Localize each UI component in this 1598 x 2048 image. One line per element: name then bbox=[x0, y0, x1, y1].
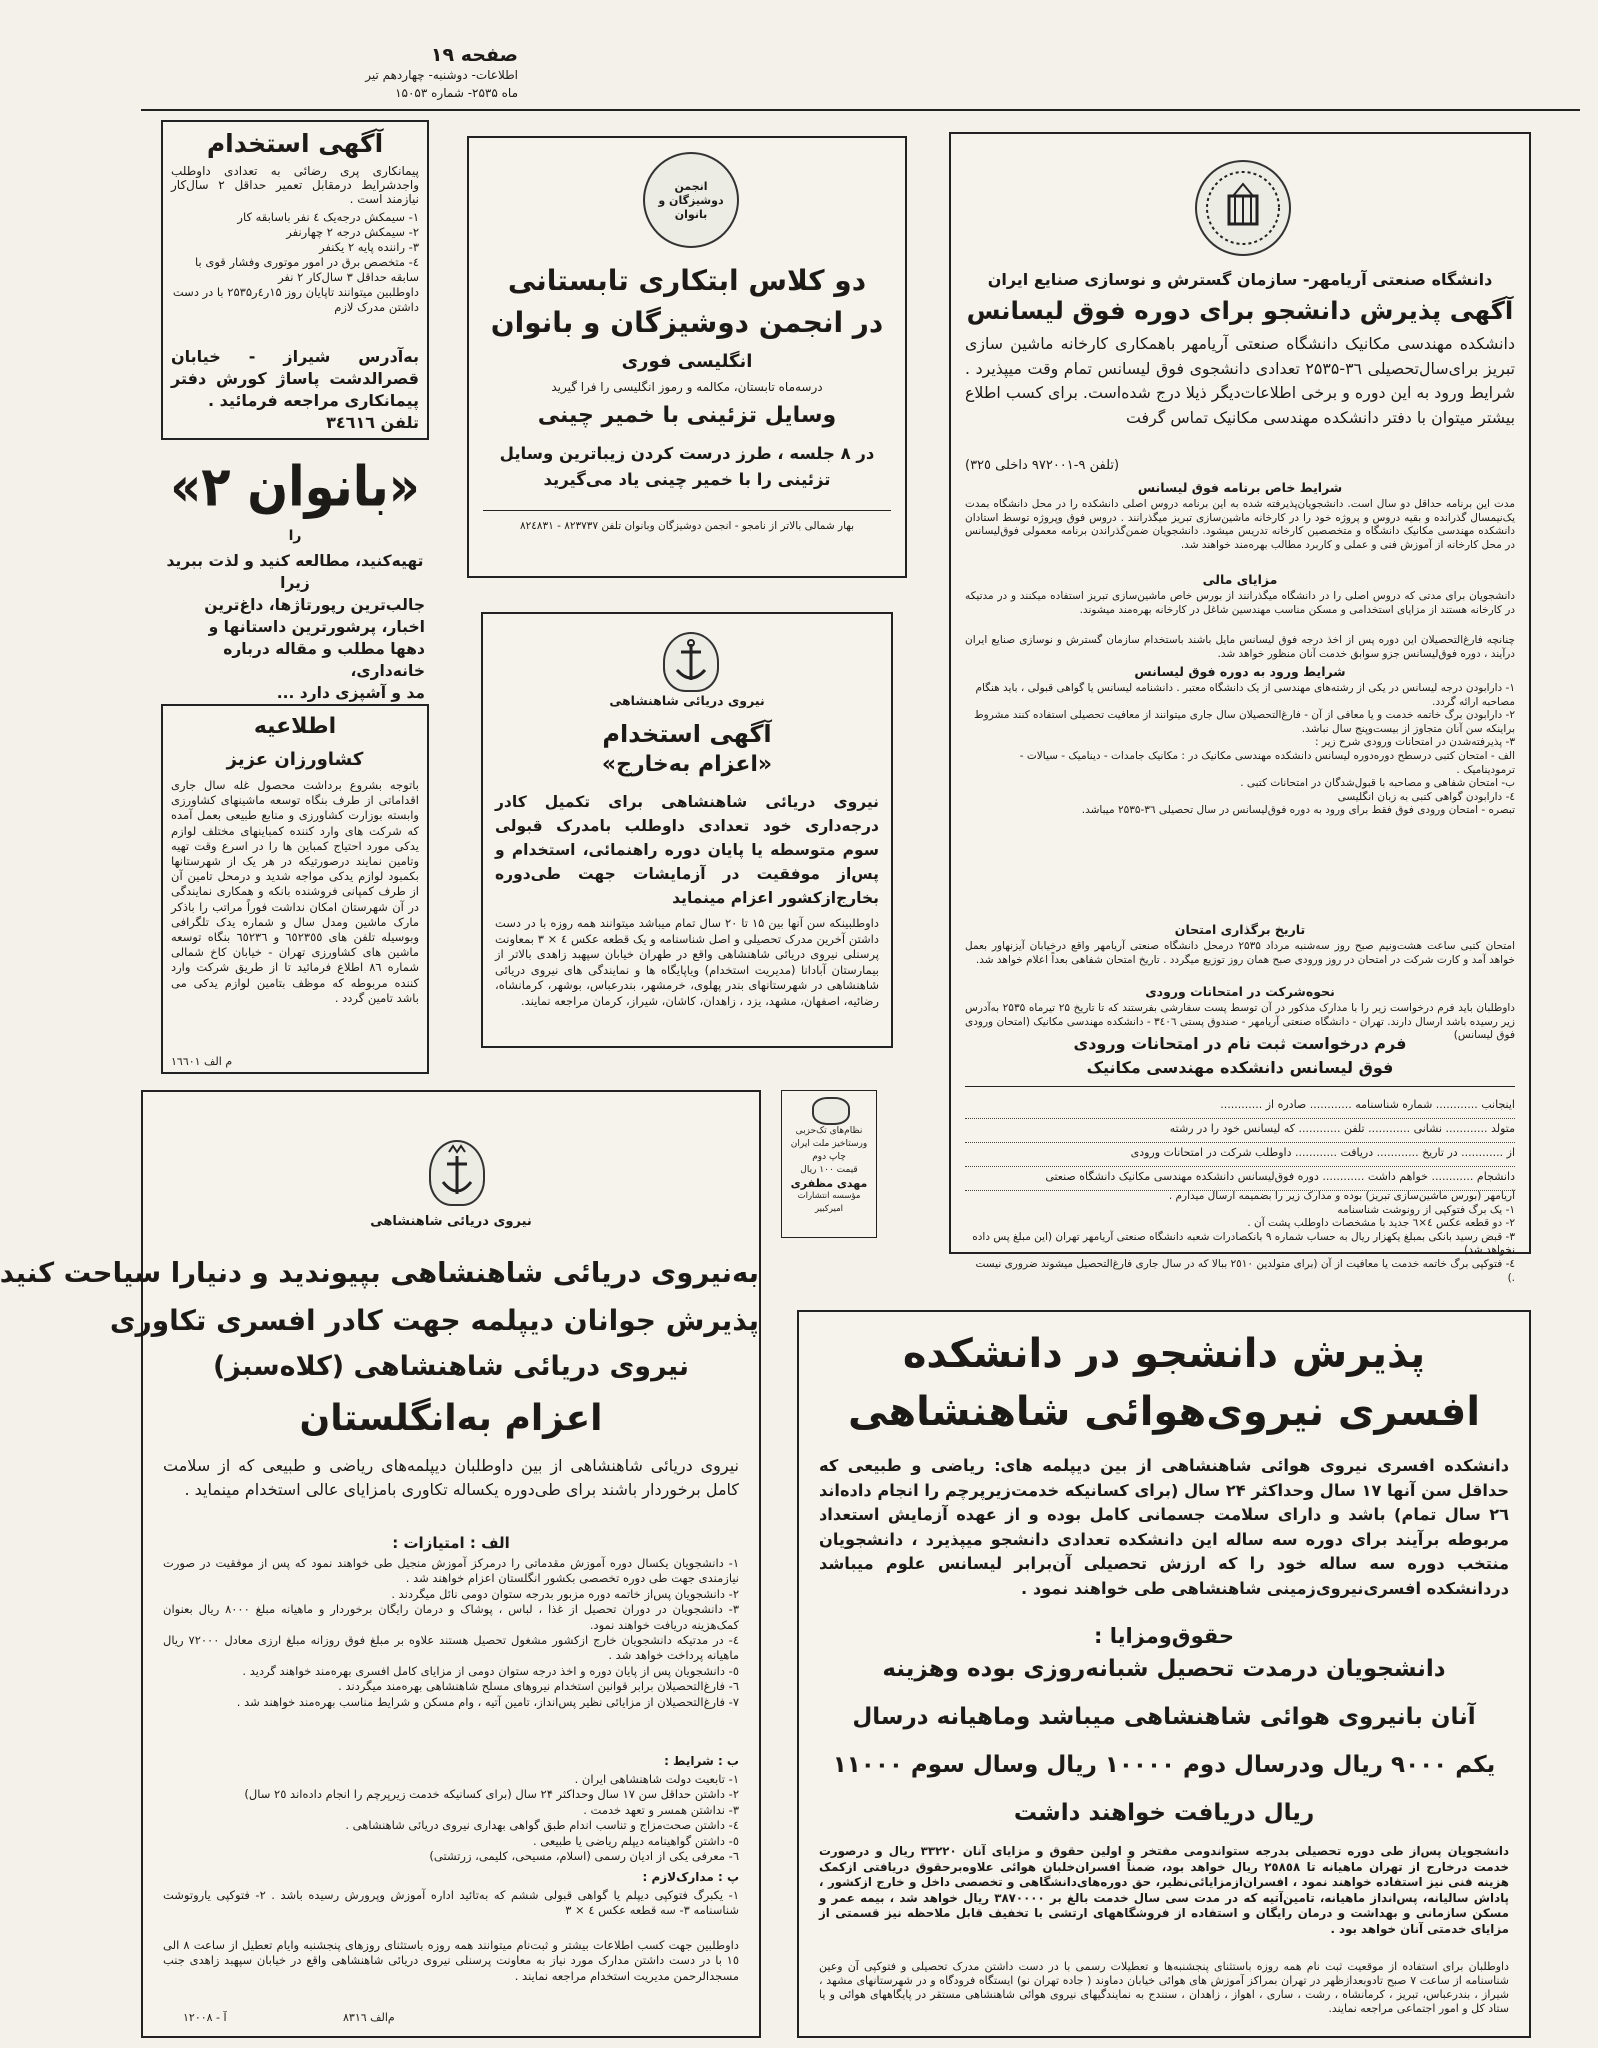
notice-code: م الف ۱٦٦۰۱ bbox=[171, 1055, 233, 1068]
stamp-line: ورستاخیز ملت ایران bbox=[790, 1139, 868, 1149]
form-attachments bbox=[965, 1190, 1515, 1285]
navy-england-conditions bbox=[163, 1772, 739, 1864]
women-ad-course-1-desc: درسه‌ماه تابستان، مکالمه و رموز انگلیسی را فرا گیرید bbox=[551, 380, 823, 394]
list-item: داوطلبین میتوانند تاپایان روز ۱۵ر٤ر۲۵۳۵ با در دست داشتن مدرک لازم bbox=[172, 285, 419, 314]
list-item: ٤- داشتن صحت‌مزاج و تناسب اندام طبق گواهی بهداری نیروی دریائی شاهنشاهی . bbox=[345, 1818, 739, 1833]
section-title: شرایط ورود به دوره فوق لیسانس bbox=[1134, 664, 1346, 679]
list-item: ٥- دانشجویان پس از پایان دوره و اخذ درجه ستوان دومی از مزایای کامل افسری بهره‌مند خواهند گردید . bbox=[242, 1663, 739, 1678]
women-ad-course-2-desc: در ۸ جلسه ، طرز درست کردن زیباترین وسایل bbox=[499, 444, 875, 463]
list-item: ٦- فارغ‌التحصیلان برابر قوانین استخدام نیروهای مسلح شاهنشاهی بهره‌مند میگردند . bbox=[338, 1679, 739, 1694]
navy-england-benefits bbox=[163, 1556, 739, 1710]
list-item: ۱- دانشجویان یکسال دوره آموزش مقدماتی را درمرکز آموزش منجیل طی خواهند نمود که پس از موفقیت در صورت نیازمندی جهت طی دوره تخصصی بکشور انگلستان اعزام خواهند شد . bbox=[163, 1556, 739, 1586]
anchor-icon bbox=[665, 634, 717, 690]
form-title: فوق لیسانس دانشکده مهندسی مکانیک bbox=[1086, 1058, 1394, 1077]
banovan-line: مد و آشپزی دارد ... bbox=[276, 684, 425, 702]
hire-ad-phone: تلفن ۳٤٦۱٦ bbox=[326, 413, 419, 432]
section-title: الف : امتیازات : bbox=[392, 1534, 510, 1552]
section-body: امتحان کتبی ساعت هشت‌ونیم صبح روز سه‌شنبه مرداد ۲۵۳۵ درمحل دانشگاه صنعتی آریامهر واقع درخیابان آیزنهاور بعمل خواهد آمد و کارت شرکت در امتحان در روز ورودی صبح همان روز توزیع میگردد . تاریخ امتحان شفاهی بعداً اعلام خواهد شد. bbox=[965, 940, 1515, 966]
stamp-author: مهدی مظفری bbox=[790, 1177, 868, 1190]
section-body: داوطلبان باید فرم درخواست زیر را با مدارک مذکور در آن توسط پست سفارشی بفرستند که تا تاریخ ۲۵ تیرماه ۲۵۳۵ به‌آدرس زیر رسیده باشد ارسال دارند. تهران - دانشگاه صنعتی آریامهر - صندوق پستی ۳٤۰٦ - دانشکده مهندسی مکانیک (امتحان ورودی فوق لیسانس) bbox=[965, 1002, 1515, 1042]
banovan-sub: را bbox=[288, 528, 302, 544]
list-item: ٥- داشتن گواهینامه دیپلم ریاضی یا طبیعی . bbox=[533, 1833, 739, 1848]
air-force-ad bbox=[797, 1310, 1531, 2038]
hire-ad-intro: پیمانکاری پری رضائی به تعدادی داوطلب واجدشرایط درمقابل تعمیر حداقل ۲ سال‌کار نیازمند است . bbox=[171, 164, 419, 206]
association-seal bbox=[643, 152, 739, 248]
list-item: ۱- تابعیت دولت شاهنشاهی ایران . bbox=[574, 1772, 739, 1786]
navy-england-docs: ۱- یکبرگ فتوکپی دیپلم یا گواهی قبولی ششم که به‌تائید اداره آموزش وپرورش رسیده باشد . ۲- فتوکپی یاروتوشت شناسنامه ۳- سه قطعه عکس ٤ × ۳ bbox=[163, 1888, 739, 1918]
stamp-line: چاپ دوم bbox=[812, 1152, 846, 1162]
form-row: ۱- یک برگ فتوکپی از رونوشت شناسنامه bbox=[1337, 1203, 1515, 1216]
anchor-icon bbox=[431, 1142, 483, 1204]
banovan-logo: «بانوان ۲» bbox=[170, 454, 420, 520]
list-item: ۲- سیمکش درجه ۲ چهارنفر bbox=[286, 225, 419, 239]
header-date: اطلاعات- دوشنبه- چهاردهم تیر bbox=[365, 68, 518, 82]
section-title: تاریخ برگذاری امتحان bbox=[1174, 922, 1306, 937]
hire-ad-title: آگهی استخدام bbox=[206, 129, 384, 158]
navy-hire-title: آگهی استخدام bbox=[602, 720, 772, 748]
list-item: تبصره - امتحان ورودی فوق فقط برای ورود به دوره فوق‌لیسانس در سال تحصیلی ۳٦-۲۵۳۵ میباشد. bbox=[1081, 804, 1515, 817]
section-body: مدت این برنامه حداقل دو سال است. دانشجویان‌پذیرفته شده به این برنامه دروس اصلی دانشکده را در محل دانشگاه بمدت یک‌نیمسال گذرانده و بقیه دروس و پروژه خود را در کارخانه ماشین‌سازی تبریز میگذرانند . دروس فوق وپروژه توسط استادان دانشکده مهندسی مکانیک دانشگاه و متخصصین کارخانه تدریس میشود. دانشجویان ضمن‌گذراندن برنامه معمولی فوق‌لیسانس در محل کارخانه از آموزش فنی و عملی و کاربرد مطالب بهره‌مند خواهند شد. bbox=[965, 498, 1515, 551]
air-force-salary: دانشجویان درمدت تحصیل شبانه‌روزی بوده وهزینه bbox=[882, 1656, 1446, 1682]
notice-subtitle: کشاورزان عزیز bbox=[226, 749, 364, 770]
women-assoc-ad bbox=[467, 136, 907, 578]
navy-hire-subtitle: «اعزام به‌خارج» bbox=[601, 752, 773, 777]
section-title: مزایای مالی bbox=[1202, 572, 1278, 587]
list-item: ۳- دانشجویان در دوران تحصیل از غذا ، لباس ، پوشاک و درمان رایگان برخوردار و ماهیانه مبلغ ۸۰۰۰ ریال بعنوان کمک‌هزینه دریافت خواهند نمود. bbox=[163, 1602, 739, 1632]
aryamehr-ad bbox=[949, 132, 1531, 1284]
entry-conditions bbox=[965, 682, 1515, 818]
notice-box bbox=[161, 704, 429, 1074]
form-row: ٤- فتوکپی برگ خاتمه خدمت یا معافیت از آن (برای متولدین ۲٥۱۰ ببالا که در سال جاری فارغ‌التحصیل میشوند ضروری نیست .) bbox=[975, 1257, 1515, 1284]
banovan-line: زیرا bbox=[280, 574, 310, 592]
women-ad-course-2: وسایل تزئینی با خمیر چینی bbox=[537, 403, 837, 428]
divider bbox=[965, 1086, 1515, 1087]
list-item: ۳- پذیرفته‌شدن در امتحانات ورودی شرح زیر : bbox=[1314, 736, 1515, 749]
navy-hire-lead: نیروی دریائی شاهنشاهی برای تکمیل کادر درجه‌داری خود تعدادی داوطلب بامدرک قبولی سوم متوسطه یا پایان دوره راهنمائی، استخدام و پس‌از موفقیت در آزمایشات جهت طی‌دوره بخارج‌ازکشور اعزام مینماید bbox=[495, 793, 879, 907]
banovan-line: تهیه‌کنید، مطالعه کنید و لذت ببرید bbox=[166, 552, 424, 570]
stamp-line: نظام‌های تک‌حزبی bbox=[795, 1126, 863, 1136]
list-item: ٦- معرفی یکی از ادیان رسمی (اسلام، مسیحی، کلیمی، زرتشتی) bbox=[429, 1849, 739, 1864]
list-item: ٤- دارابودن گواهی کتبی به زبان انگلیسی bbox=[1337, 790, 1515, 803]
form-row: آریامهر (بورس ماشین‌سازی تبریز) بوده و مدارک زیر را بضمیمه ارسال میدارم . bbox=[1168, 1190, 1515, 1202]
stamp-line: مؤسسه انتشارات امیرکبیر bbox=[797, 1191, 861, 1214]
women-ad-heading: در انجمن دوشیزگان و بانوان bbox=[490, 306, 884, 339]
form-row: ۲- دو قطعه عکس ٤×٦ جدید با مشخصات داوطلب پشت آن . bbox=[1247, 1217, 1515, 1230]
list-item: ۱- دارابودن درجه لیسانس در یکی از رشته‌های مهندسی از یک دانشگاه معتبر . دانشنامه لیسانس یا گواهی قبولی ، باید هنگام مصاحبه ارائه گردد. bbox=[975, 682, 1515, 708]
navy-england-code: آ - ۱۲۰۰۸ bbox=[183, 2011, 227, 2024]
navy-england-emblem-text: نیروی دریائی شاهنشاهی bbox=[370, 1214, 532, 1229]
hire-ad-items bbox=[171, 210, 419, 315]
section-title: نحوه‌شرکت در امتحانات ورودی bbox=[1145, 984, 1335, 999]
notice-title: اطلاعیه bbox=[253, 714, 337, 739]
aryamehr-intro: دانشکده مهندسی مکانیک دانشگاه صنعتی آریامهر باهمکاری کارخانه ماشین سازی تبریز برای‌سال‌تحصیلی ۳٦-۲۵۳۵ تعدادی دانشجوی فوق لیسانس تمام وقت میپذیرد . شرایط ورود به این دوره و برخی اطلاعات‌دیگر ذیلا درج شده‌است. برای کسب اطلاع بیشتر میتوان با دفتر دانشکده مهندسی مکانیک تماس گرفت bbox=[965, 334, 1515, 427]
air-force-heading: افسری نیروی‌هوائی شاهنشاهی bbox=[847, 1389, 1481, 1435]
navy-england-heading: به‌نیروی دریائی شاهنشاهی بپیوندید و دنیارا سیاحت کنید bbox=[0, 1257, 759, 1289]
air-force-benefits: دانشجویان پس‌از طی دوره تحصیلی بدرجه ستواندومی مفتخر و اولین حقوق و مزایای آنان ۳۳۲۲۰ ریال و درصورت خدمت درخارج از تهران ماهیانه تا ۲٥٨٥٨ ریال خواهد بود، ضمناً افسران‌خلبان هوائی علاوه‌برحقوق دریافتی ازکمک هزینه فنی نیز استفاده خواهند نمود ، افسران‌ازمزایائی‌نظیر، حق دوره‌های‌دانشگاهی و تخصصی داخل و خارج ازکشور ، پاداش سالیانه، پس‌انداز ماهیانه، تامین‌آتیه که در مدت سی سال خدمت بالغ بر ۳۸۷۰۰۰۰ ریال خواهد شد ، بیمه عمر و مسکن سازمانی و بهداشت و درمان رایگان و استفاده از فروشگاههای ارتشی با تخفیف قابل ملاحظه نیز قسمتی از مزایای خدمتی آنان خواهد بود . bbox=[819, 1844, 1510, 1936]
hire-ad bbox=[161, 120, 429, 440]
stamp-emblem bbox=[812, 1097, 850, 1125]
form-row[interactable]: اینجانب ............ شماره شناسنامه ............ صادره از ............ bbox=[965, 1092, 1515, 1119]
list-item: ۳- نداشتن همسر و تعهد خدمت . bbox=[583, 1802, 739, 1817]
section-body: دانشجویان برای مدتی که دروس اصلی را در دانشگاه میگذرانند از بورس خاص ماشین‌سازی تبریز استفاده میکنند و در مدتیکه در کارخانه هستند از مزایای استخدامی و مسکن مناسب مهندسین شاغل در کارخانه بهره‌مند میشوند. bbox=[965, 590, 1515, 616]
list-item: الف - امتحان کتبی درسطح دوره‌دوره لیسانس دانشکده مهندسی مکانیک در : مکانیک جامدات - دینامیک - سیالات - ترمودینامیک . bbox=[1019, 749, 1515, 776]
banovan-line: دهها مطلب و مقاله درباره خانه‌داری، bbox=[223, 640, 425, 680]
navy-england-title: اعزام به‌انگلستان bbox=[299, 1398, 603, 1439]
section-title: پ : مدارک‌لازم : bbox=[642, 1870, 739, 1884]
aryamehr-org: دانشگاه صنعتی آریامهر- سازمان گسترش و نوسازی صنایع ایران bbox=[987, 270, 1493, 289]
list-item: ۱- سیمکش درجه‌یک ٤ نفر باسابقه کار bbox=[237, 210, 419, 224]
form-title: فرم درخواست ثبت نام در امتحانات ورودی bbox=[1073, 1034, 1407, 1053]
navy-england-ad bbox=[0, 1090, 761, 2038]
banovan-ad bbox=[161, 452, 429, 702]
air-force-salary: ریال دریافت خواهند داشت bbox=[1013, 1800, 1315, 1826]
navy-england-heading: نیروی دریائی شاهنشاهی (کلاه‌سبز) bbox=[212, 1351, 690, 1382]
women-ad-course-1: انگلیسی فوری bbox=[621, 351, 753, 372]
form-row[interactable]: متولد ............ نشانی ............ تلفن ............ که لیسانس خود را در رشته bbox=[965, 1116, 1515, 1143]
list-item: ب- امتحان شفاهی و مصاحبه با قبول‌شدگان در امتحانات کتبی . bbox=[1240, 777, 1515, 790]
university-crest-icon bbox=[1197, 162, 1289, 254]
list-item: ۳- راننده پایه ۲ یکنفر bbox=[319, 240, 419, 254]
list-item: ۲- دارابودن برگ خاتمه خدمت و یا معافی از آن - فارغ‌التحصیلان سال جاری میتوانند از معافیت تحصیلی استفاده کنند مشروط براینکه سن آنان متجاوز از بیست‌وپنج سال نباشد. bbox=[973, 709, 1515, 735]
navy-anchor-emblem bbox=[663, 632, 719, 692]
section-title: ب : شرایط : bbox=[664, 1754, 739, 1768]
air-force-salary: یکم ۹۰۰۰ ریال ودرسال دوم ۱۰۰۰۰ ریال وسال سوم ۱۱۰۰۰ bbox=[832, 1752, 1496, 1778]
navy-england-code: م‌الف ۸۳۱٦ bbox=[343, 2011, 395, 2024]
section-title: شرایط خاص برنامه فوق لیسانس bbox=[1137, 480, 1343, 495]
air-force-registration: داوطلبان برای استفاده از موقعیت ثبت نام همه روزه باستثنای پنجشنبه‌ها و تعطیلات رسمی با در دست داشتن مدرک تحصیلی و فتوکپی آن وعین شناسنامه از ساعت ۷ صبح تادوبعدازظهر در تهران بمراکز آموزش های هوائی خیابان دماوند ( جاده تهران نو) ایستگاه فرودگاه و در شهرستانهای مشهد ، شیراز ، بندرعباس، تبریز ، کرمانشاه ، رشت ، ساری ، اهواز ، زاهدان ، سنندج به نمایندگیهای نیروی هوائی شاهنشاهی مستقر در پایگاههای هوائی و یا ستاد کل و امور اجتماعی مراجعه نمایند. bbox=[819, 1960, 1509, 2015]
air-force-lead: دانشکده افسری نیروی هوائی شاهنشاهی از بین دیپلمه های: ریاضی و طبیعی که حداقل سن آنها ۱۷ سال وحداکثر ۲۴ سال (برای کسانیکه خدمت‌زیرپرچم را انجام داده‌اند ۲٦ سال تمام) باشد و دارای سلامت جسمانی کامل بوده و از عهده آزمایش استعداد مربوطه برآیند برای دوره سه ساله این دانشکده تعدادی دانشجو میپذیرد ، دانشجویان منتخب دوره سه ساله خود را که ارزش تحصیلی آن‌برابر لیسانس علوم میباشد دردانشکده افسری‌نیروی‌زمینی شاهنشاهی طی خواهند نمود . bbox=[819, 1456, 1509, 1598]
women-ad-address: بهار شمالی بالاتر از نامجو - انجمن دوشیزگان وبانوان تلفن ٨٢٣٧٣٧ - ٨٢٤٨٣١ bbox=[519, 520, 855, 532]
stamp-line: قیمت ۱۰۰ ریال bbox=[800, 1165, 858, 1175]
list-item: ۷- فارغ‌التحصیلان از مزایائی نظیر پس‌انداز، تامین آتیه ، وام مسکن و شرایط مناسب بهره‌مند خواهند شد . bbox=[236, 1694, 739, 1709]
form-row: ۳- قبض رسید بانکی بمبلغ یکهزار ریال به حساب شماره ۹ بانکصادرات شعبه دانشگاه صنعتی آریامهر تهران (این مبلغ پس داده نخواهد شد) bbox=[972, 1230, 1515, 1257]
list-item: ۲- دانشجویان پس‌از خاتمه دوره مزبور بدرجه ستوان دومی نائل میگردند . bbox=[391, 1586, 739, 1601]
air-force-heading: پذیرش دانشجو در دانشکده bbox=[902, 1331, 1426, 1377]
banovan-line: اخبار، پرشورترین داستانها و bbox=[208, 618, 425, 636]
header-issue: ماه ۲۵۳۵- شماره ۱۵۰۵۳ bbox=[395, 86, 518, 100]
section-body: چنانچه فارغ‌التحصیلان این دوره پس از اخذ درجه فوق لیسانس مایل باشند باستخدام سازمان گسترش و نوسازی صنایع ایران درآیند ، دوره فوق‌لیسانس جزو سوابق خدمت آنان منظور خواهد شد. bbox=[965, 634, 1515, 660]
notice-body: باتوجه بشروع برداشت محصول غله سال جاری اقداماتی از طرف بنگاه توسعه ماشینهای کشاورزی وابسته بوزارت کشاورزی و منابع طبیعی بعمل آمده که شرکت های وارد کننده کمباینهای مختلف لوازم یدکی مورد احتیاج کمباین ها را در اسرع وقت تهیه وتامین نمایند درصورتیکه در هر یک از شهرستانها بکمبود لوازم یدکی مواجه شدید و درمحل تامین آن از طرف کمپانی فروشنده بانکه و همکاری نمایندگی در آن شهرستان امکان نداشت فوراً مراتب را باذکر مارک ماشین ومدل سال و شماره یدک تلگرافی وبوسیله تلفن های ٦٥٢٣٥٥ و ٦٥٢٣٦ بنگاه توسعه ماشین های کشاورزی تهران - خیابان کاخ شمالی شماره ٨٦ اطلاع فرمائید تا از طریق شرکت وارد کننده مربوطه که موظف بتامین لوازم یدکی می باشد تامین گردد . bbox=[171, 778, 420, 1005]
form-row[interactable]: از ............ در تاریخ ............ دریافت ............ داوطلب شرکت در امتحانات ورودی bbox=[965, 1140, 1515, 1167]
book-stamp bbox=[781, 1090, 877, 1238]
navy-crown-emblem bbox=[429, 1140, 485, 1206]
aryamehr-title: آگهی پذیرش دانشجو برای دوره فوق لیسانس bbox=[966, 296, 1514, 325]
air-force-salary-title: حقوق‌ومزایا : bbox=[1094, 1624, 1234, 1648]
women-ad-heading: دو کلاس ابتکاری تابستانی bbox=[507, 264, 867, 297]
navy-england-lead: نیروی دریائی شاهنشاهی از بین داوطلبان دیپلمه‌های ریاضی و طبیعی که از سلامت کامل برخوردار باشند برای طی‌دوره یکساله تکاوری بامزایای عالی استخدام مینماید . bbox=[163, 1456, 739, 1499]
women-ad-course-2-desc: تزئینی را با خمیر چینی یاد می‌گیرید bbox=[543, 470, 831, 489]
list-item: ٤- در مدتیکه دانشجویان خارج ازکشور مشغول تحصیل هستند علاوه بر مبلغ فوق روزانه مبلغ ارزی معادل ۷۲۰۰۰ ریال ماهیانه پرداخت خواهد شد . bbox=[163, 1633, 739, 1663]
banovan-line: جالب‌ترین رپورتاژها، داغ‌ترین bbox=[204, 596, 425, 614]
navy-england-heading: پذیرش جوانان دیپلمه جهت کادر افسری تکاوری bbox=[109, 1304, 759, 1337]
form-row[interactable]: دانشجام ............ خواهم داشت ............ دوره فوق‌لیسانس دانشکده مهندسی مکانیک دانشگاه صنعتی bbox=[965, 1164, 1515, 1191]
divider bbox=[483, 510, 891, 511]
association-seal-text: انجمن دوشیزگان و بانوان bbox=[658, 180, 724, 221]
navy-hire-emblem-text: نیروی دریائی شاهنشاهی bbox=[609, 693, 765, 708]
navy-hire-ad bbox=[481, 612, 893, 1048]
aryamehr-phone: (تلفن ۹-۹۷۲۰۰۱ داخلی ۳۲٥) bbox=[965, 458, 1120, 473]
air-force-salary: آنان بانیروی هوائی شاهنشاهی میباشد وماهیانه درسال bbox=[852, 1704, 1476, 1730]
list-item: ٤- متخصص برق در امور موتوری وفشار قوی با سابقه حداقل ۳ سال‌کار ۲ نفر bbox=[195, 255, 419, 284]
header-rule bbox=[141, 109, 1580, 111]
navy-england-footer: داوطلبین جهت کسب اطلاعات بیشتر و ثبت‌نام میتوانند همه روزه باستثنای روزهای پنجشنبه وایام تعطیل از ساعت ۸ الی ۱٥ با در دست داشتن مدارک مورد نیاز به معاونت پرسنلی نیروی دریائی شاهنشاهی واقع در خیابان سپهبد زاهدی جنب مسجدالرحمن مدیریت استخدام مراجعه نمایند . bbox=[163, 1938, 739, 1983]
hire-ad-address: به‌آدرس شیراز - خیابان قصرالدشت پاساژ کورش دفتر پیمانکاری مراجعه فرمائید . bbox=[171, 347, 419, 410]
page-number: صفحه ۱۹ bbox=[430, 44, 518, 66]
university-seal bbox=[1195, 160, 1291, 256]
list-item: ۲- داشتن حداقل سن ۱۷ سال وحداکثر ۲۴ سال (برای کسانیکه خدمت زیرپرچم را انجام داده‌اند ۲٥ سال) bbox=[244, 1787, 739, 1802]
page-header bbox=[158, 44, 518, 108]
navy-hire-body: داوطلبینکه سن آنها بین ۱۵ تا ۲۰ سال تمام میباشد میتوانند همه روزه با در دست داشتن آخرین مدرک تحصیلی و اصل شناسنامه و یک قطعه عکس ٤ × ۳ بمعاونت پرسنلی نیروی دریائی شاهنشاهی واقع در طهران خیابان سپهبد زاهدی بالاتر از بیمارستان آبادانا (مدیریت استخدام) ویاپایگاه ها و نمایندگی های نیروی دریائی شاهنشاهی در شهرستانهای بندر پهلوی، خرمشهر، بندرعباس، بوشهر، کرمانشاه، رضائیه، اصفهان، مشهد، یزد ، زاهدان، کاشان، شیراز، کرمان مراجعه نمایند. bbox=[495, 916, 879, 1008]
